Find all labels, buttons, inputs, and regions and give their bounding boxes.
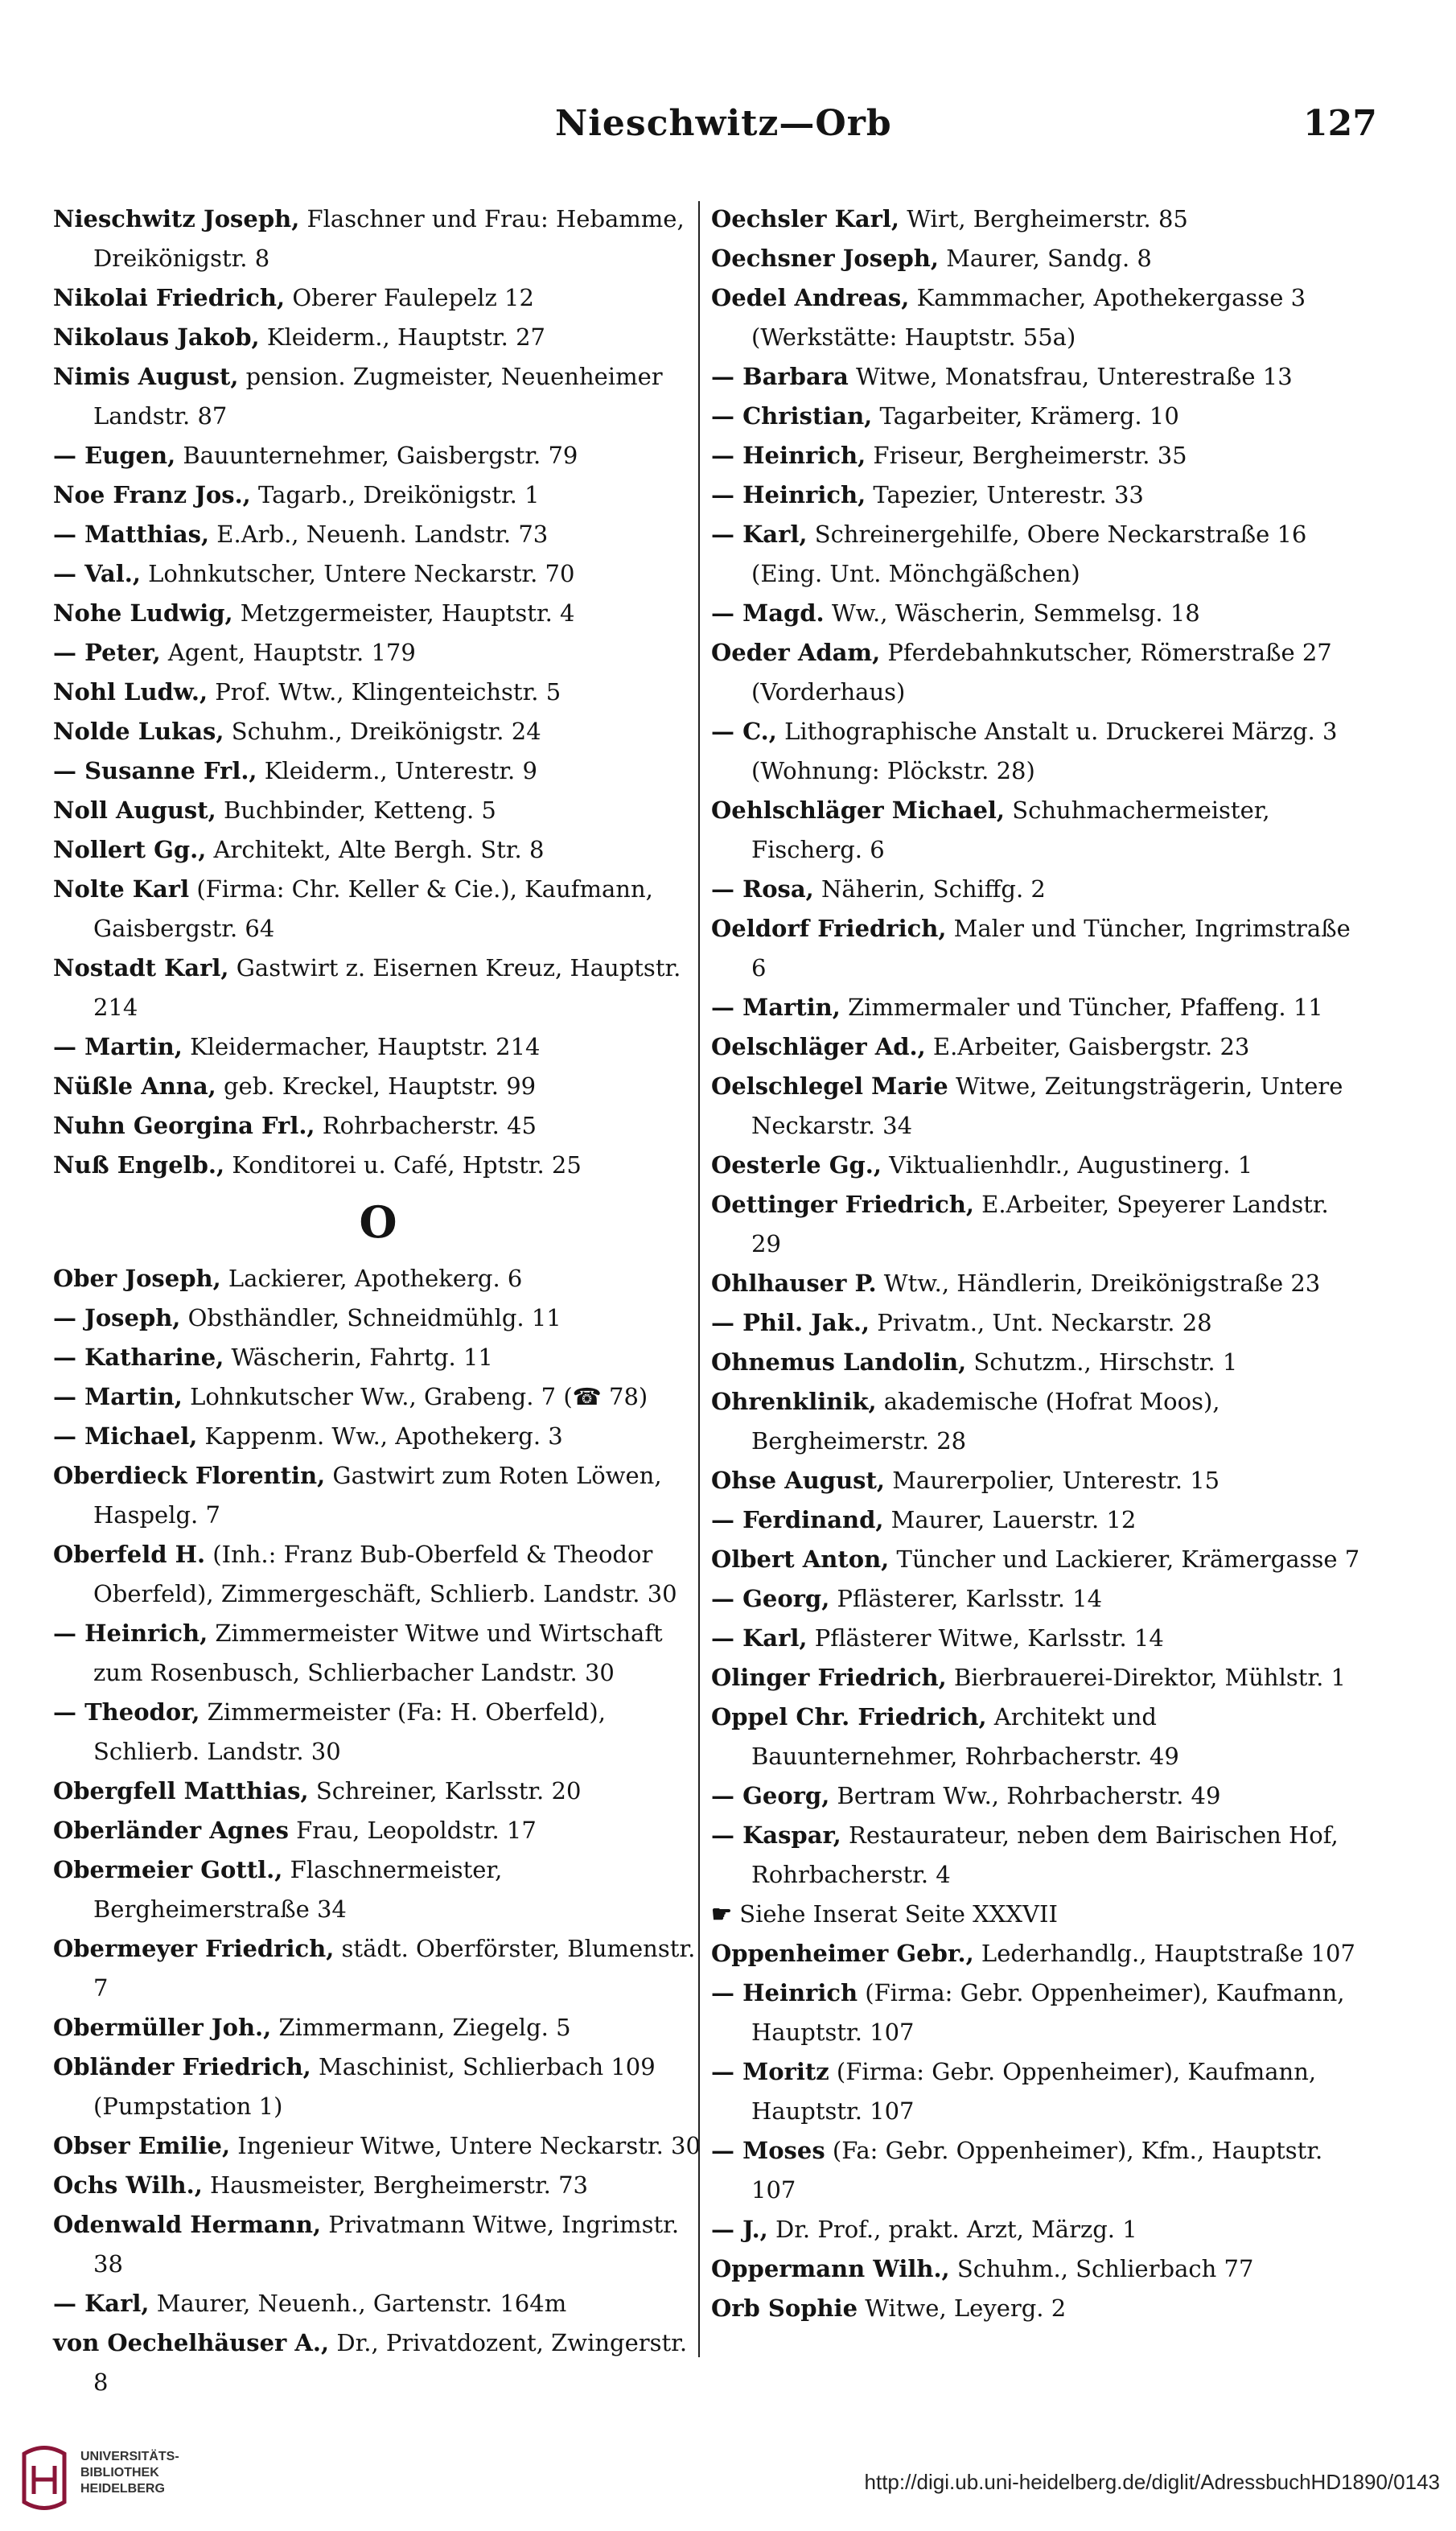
entry-name: Oberländer Agnes [53, 1817, 289, 1844]
entry-name: Oedel Andreas, [711, 284, 910, 311]
directory-entry [53, 1027, 703, 1067]
entry-details: E.Arb., Neuenh. Landstr. 73 [209, 521, 549, 548]
entry-name: Oberdieck Florentin, [53, 1462, 326, 1489]
entry-details: Bertram Ww., Rohrbacherstr. 49 [829, 1782, 1221, 1809]
directory-entry [711, 909, 1363, 988]
library-line1: UNIVERSITÄTS- [80, 2450, 179, 2463]
entry-name: Oppenheimer Gebr., [711, 1940, 974, 1967]
entry-details: Ww., Wäscherin, Semmelsg. 18 [824, 599, 1200, 627]
directory-entry [711, 2052, 1363, 2131]
entry-details: Kleiderm., Hauptstr. 27 [259, 323, 545, 351]
entry-details: Dr., Privatdozent, Zwingerstr. 8 [93, 2329, 688, 2396]
entry-name: Obermeier Gottl., [53, 1856, 283, 1883]
directory-entry [711, 436, 1363, 475]
entry-name: — Joseph, [53, 1304, 181, 1331]
directory-entry [53, 2166, 703, 2205]
entry-name: Nüßle Anna, [53, 1072, 216, 1100]
entry-details: Friseur, Bergheimerstr. 35 [866, 442, 1187, 469]
entry-name: — Matthias, [53, 521, 210, 548]
entry-details: Pflästerer, Karlsstr. 14 [829, 1585, 1103, 1612]
directory-entry [53, 1614, 703, 1693]
entry-name: Nikolaus Jakob, [53, 323, 260, 351]
directory-entry [53, 751, 703, 791]
entry-name: Nohl Ludw., [53, 678, 208, 706]
entry-name: — Georg, [711, 1585, 830, 1612]
entry-name: Noll August, [53, 796, 216, 824]
directory-entry [53, 2047, 703, 2126]
directory-entry [711, 239, 1363, 278]
entry-name: — Moses [711, 2137, 825, 2164]
entry-name: Obermeyer Friedrich, [53, 1935, 335, 1962]
entry-details: (Firma: Chr. Keller & Cie.), Kaufmann, Gaisbergstr. 64 [93, 875, 653, 942]
entry-details: Maurer, Lauerstr. 12 [883, 1506, 1137, 1533]
entry-details: Tagarbeiter, Krämerg. 10 [872, 402, 1179, 430]
directory-entry [711, 1067, 1363, 1146]
entry-details: Architekt, Alte Bergh. Str. 8 [206, 836, 545, 863]
directory-entry [53, 1106, 703, 1146]
entry-name: Nieschwitz Joseph, [53, 205, 300, 233]
directory-entry [53, 1929, 703, 2008]
entry-name: — Heinrich, [53, 1619, 208, 1647]
entry-name: — C., [711, 718, 777, 745]
directory-entry [711, 1973, 1363, 2052]
section-letter: O [359, 1196, 397, 1248]
directory-entry [711, 1382, 1363, 1461]
directory-entry [711, 1579, 1363, 1619]
directory-entry [53, 2323, 703, 2402]
entry-details: Wäscherin, Fahrtg. 11 [224, 1344, 493, 1371]
directory-entry [53, 712, 703, 751]
entry-details: Bauunternehmer, Gaisbergstr. 79 [175, 442, 578, 469]
directory-entry [711, 2131, 1363, 2210]
entry-name: Noe Franz Jos., [53, 481, 251, 508]
entry-name: Oppel Chr. Friedrich, [711, 1703, 987, 1731]
entry-details: E.Arbeiter, Speyerer Landstr. 29 [751, 1191, 1329, 1257]
source-url[interactable]: http://digi.ub.uni-heidelberg.de/diglit/AdressbuchHD1890/0143 [864, 2470, 1440, 2494]
entry-details: Obsthändler, Schneidmühlg. 11 [180, 1304, 561, 1331]
entry-name: — Martin, [711, 994, 841, 1021]
entry-details: Metzgermeister, Hauptstr. 4 [232, 599, 575, 627]
directory-entry [53, 1772, 703, 1811]
directory-entry [711, 1146, 1363, 1185]
entry-name: — Barbara [711, 363, 849, 390]
entry-details: E.Arbeiter, Gaisbergstr. 23 [925, 1033, 1250, 1060]
entry-details: Flaschnermeister, Bergheimerstraße 34 [93, 1856, 503, 1923]
entry-details: Ingenieur Witwe, Untere Neckarstr. 30 [230, 2132, 701, 2159]
entry-name: Oeder Adam, [711, 639, 881, 666]
entry-name: — Moritz [711, 2058, 829, 2085]
entry-details: Pflästerer Witwe, Karlsstr. 14 [807, 1624, 1164, 1652]
entry-details: Restaurateur, neben dem Bairischen Hof, Rohrbacherstr. 4 [751, 1821, 1339, 1888]
page-header [0, 95, 1456, 159]
entry-details: Schuhmachermeister, Fischerg. 6 [751, 796, 1270, 863]
directory-entry [53, 594, 703, 633]
entry-name: Ohnemus Landolin, [711, 1348, 967, 1376]
entry-details: (Firma: Gebr. Oppenheimer), Kaufmann, Hauptstr. 107 [751, 2058, 1317, 2125]
directory-entry [53, 475, 703, 515]
directory-entry [711, 791, 1363, 870]
entry-name: — Heinrich, [711, 481, 866, 508]
entry-details: Kleiderm., Unterestr. 9 [257, 757, 537, 784]
entry-details: Zimmermann, Ziegelg. 5 [271, 2014, 571, 2041]
entry-details: Siehe Inserat Seite XXXVII [732, 1900, 1058, 1928]
entry-name: — Martin, [53, 1033, 183, 1060]
entry-name: Oehlschläger Michael, [711, 796, 1006, 824]
entry-details: Buchbinder, Ketteng. 5 [216, 796, 496, 824]
directory-entry [711, 1776, 1363, 1816]
directory-entry [53, 1417, 703, 1456]
directory-entry [53, 554, 703, 594]
entry-name: — Michael, [53, 1422, 198, 1450]
entry-details: Zimmermaler und Tüncher, Pfaffeng. 11 [840, 994, 1323, 1021]
entry-details: Kleidermacher, Hauptstr. 214 [182, 1033, 541, 1060]
entry-details: Lederhandlg., Hauptstraße 107 [973, 1940, 1355, 1967]
entry-details: städt. Oberförster, Blumenstr. 7 [93, 1935, 696, 2002]
directory-entry [53, 949, 703, 1027]
directory-entry [711, 1264, 1363, 1303]
entry-details: Tapezier, Unterestr. 33 [866, 481, 1144, 508]
directory-entry [711, 357, 1363, 397]
directory-entry [711, 633, 1363, 712]
entry-details: geb. Kreckel, Hauptstr. 99 [216, 1072, 537, 1100]
directory-entry [711, 1185, 1363, 1264]
directory-entry [53, 830, 703, 870]
directory-entry [711, 1540, 1363, 1579]
entry-name: Nohe Ludwig, [53, 599, 233, 627]
entry-name: Odenwald Hermann, [53, 2211, 322, 2238]
entry-name: Ober Joseph, [53, 1265, 221, 1292]
entry-details: Schuhm., Dreikönigstr. 24 [224, 718, 541, 745]
entry-details: Lohnkutscher Ww., Grabeng. 7 (☎ 78) [182, 1383, 648, 1410]
entry-name: — Phil. Jak., [711, 1309, 870, 1336]
entry-details: Wtw., Händlerin, Dreikönigstraße 23 [876, 1270, 1321, 1297]
entry-details: Privatm., Unt. Neckarstr. 28 [870, 1309, 1212, 1336]
directory-entry [53, 791, 703, 830]
entry-details: Witwe, Monatsfrau, Unterestraße 13 [848, 363, 1293, 390]
entry-name: Nostadt Karl, [53, 954, 229, 982]
entry-name: Nollert Gg., [53, 836, 207, 863]
entry-name: Oelschlegel Marie [711, 1072, 948, 1100]
directory-entry [53, 2205, 703, 2284]
entry-details: Konditorei u. Café, Hptstr. 25 [224, 1151, 582, 1179]
entry-name: Orb Sophie [711, 2294, 858, 2322]
entry-details: Rohrbacherstr. 45 [315, 1112, 537, 1139]
directory-entry [53, 2126, 703, 2166]
entry-name: Obergfell Matthias, [53, 1777, 309, 1805]
entry-name: Ohlhauser P. [711, 1270, 877, 1297]
entry-name: Oesterle Gg., [711, 1151, 882, 1179]
entry-name: Obser Emilie, [53, 2132, 231, 2159]
entry-details: Schutzm., Hirschstr. 1 [966, 1348, 1238, 1376]
entry-details: Maler und Tüncher, Ingrimstraße 6 [751, 915, 1351, 982]
directory-entry [53, 1298, 703, 1338]
directory-entry [53, 870, 703, 949]
directory-entry [711, 1895, 1363, 1934]
directory-entry [711, 988, 1363, 1027]
entry-name: — Martin, [53, 1383, 183, 1410]
entry-name: Nolde Lukas, [53, 718, 224, 745]
library-line2: BIBLIOTHEK [80, 2466, 159, 2480]
library-name [80, 2449, 179, 2497]
entry-name: Oettinger Friedrich, [711, 1191, 974, 1218]
directory-entry [53, 1811, 703, 1850]
directory-entry [711, 594, 1363, 633]
entry-name: Olbert Anton, [711, 1545, 890, 1573]
directory-entry [711, 278, 1363, 357]
directory-entry [53, 436, 703, 475]
directory-entry [711, 1461, 1363, 1500]
entry-details: Witwe, Zeitungsträgerin, Untere Neckarstr. 34 [751, 1072, 1343, 1139]
entry-details: Dr. Prof., prakt. Arzt, Märzg. 1 [767, 2216, 1137, 2243]
entry-details: Maurerpolier, Unterestr. 15 [885, 1467, 1220, 1494]
entry-details: Bierbrauerei-Direktor, Mühlstr. 1 [946, 1664, 1346, 1691]
directory-entry [53, 1338, 703, 1377]
directory-entry [53, 633, 703, 673]
entry-name: — Karl, [53, 2290, 150, 2317]
library-logo-icon [16, 2438, 72, 2518]
entry-details: Privatmann Witwe, Ingrimstr. 38 [93, 2211, 680, 2278]
entry-details: Witwe, Leyerg. 2 [858, 2294, 1067, 2322]
entry-details: (Inh.: Franz Bub-Oberfeld & Theodor Oberfeld), Zimmergeschäft, Schlierb. Landstr. 30 [93, 1541, 677, 1607]
entry-name: — Ferdinand, [711, 1506, 884, 1533]
entry-details: pension. Zugmeister, Neuenheimer Landstr. 87 [93, 363, 663, 430]
entry-name: — Katharine, [53, 1344, 224, 1371]
entry-name: — Heinrich, [711, 442, 866, 469]
directory-entry [711, 712, 1363, 791]
entry-details: Prof. Wtw., Klingenteichstr. 5 [208, 678, 561, 706]
directory-entry [711, 1027, 1363, 1067]
entry-name: — Rosa, [711, 875, 814, 903]
entry-name: — Kaspar, [711, 1821, 841, 1849]
entry-details: Zimmermeister (Fa: H. Oberfeld), Schlierb. Landstr. 30 [93, 1698, 606, 1765]
entry-name: — Karl, [711, 521, 808, 548]
directory-entry [711, 2289, 1363, 2328]
directory-entry [53, 1693, 703, 1772]
entry-name: Olinger Friedrich, [711, 1664, 947, 1691]
entry-name: Nimis August, [53, 363, 239, 390]
entry-name: — Susanne Frl., [53, 757, 257, 784]
directory-entry [53, 278, 703, 318]
entry-name: — Theodor, [53, 1698, 200, 1726]
entry-name: Oechsler Karl, [711, 205, 900, 233]
entry-details: Oberer Faulepelz 12 [285, 284, 534, 311]
entry-name: — Georg, [711, 1782, 830, 1809]
entry-name: — Karl, [711, 1624, 808, 1652]
entry-name: Oeldorf Friedrich, [711, 915, 947, 942]
entry-name: — Magd. [711, 599, 825, 627]
entry-name: — Val., [53, 560, 141, 587]
entry-name: — Heinrich [711, 1979, 858, 2006]
entry-details: Lithographische Anstalt u. Druckerei Märzg. 3 (Wohnung: Plöckstr. 28) [751, 718, 1338, 784]
directory-entry [711, 1658, 1363, 1698]
entry-details: Lackierer, Apothekerg. 6 [220, 1265, 523, 1292]
directory-entry [711, 1343, 1363, 1382]
entry-name: Ohrenklinik, [711, 1388, 877, 1415]
entry-name: Ochs Wilh., [53, 2171, 203, 2199]
entry-details: Gastwirt z. Eisernen Kreuz, Hauptstr. 214 [93, 954, 681, 1021]
running-title: Nieschwitz—Orb [555, 103, 892, 144]
directory-entry [53, 1259, 703, 1298]
entry-name: Obermüller Joh., [53, 2014, 272, 2041]
directory-entry [53, 515, 703, 554]
entry-name: von Oechelhäuser A., [53, 2329, 330, 2356]
directory-entry [711, 2249, 1363, 2289]
entry-details: Agent, Hauptstr. 179 [160, 639, 416, 666]
page-number: 127 [1303, 103, 1377, 144]
entry-name: Oberfeld H. [53, 1541, 206, 1568]
entry-details: (Fa: Gebr. Oppenheimer), Kfm., Hauptstr. 107 [751, 2137, 1323, 2204]
directory-entry [711, 515, 1363, 594]
entry-name: Oppermann Wilh., [711, 2255, 950, 2282]
entry-details: Pferdebahnkutscher, Römerstraße 27 (Vorderhaus) [751, 639, 1332, 706]
entry-details: Maurer, Sandg. 8 [939, 245, 1152, 272]
directory-entry [711, 1619, 1363, 1658]
entry-name: Nuß Engelb., [53, 1151, 225, 1179]
directory-entry [53, 2284, 703, 2323]
entry-details: Tagarb., Dreikönigstr. 1 [250, 481, 540, 508]
entry-name: — J., [711, 2216, 768, 2243]
directory-entry [711, 397, 1363, 436]
directory-entry [53, 1377, 703, 1417]
directory-entry [711, 1698, 1363, 1776]
directory-entry [53, 673, 703, 712]
entry-name: Ohse August, [711, 1467, 885, 1494]
directory-entry [711, 475, 1363, 515]
directory-entry [53, 200, 703, 278]
entry-name: — Peter, [53, 639, 161, 666]
directory-entry [711, 870, 1363, 909]
directory-entry [53, 1456, 703, 1535]
entry-details: Näherin, Schiffg. 2 [813, 875, 1046, 903]
directory-entry [53, 1535, 703, 1614]
entry-details: Zimmermeister Witwe und Wirtschaft zum Rosenbusch, Schlierbacher Landstr. 30 [93, 1619, 663, 1686]
entry-details: Frau, Leopoldstr. 17 [288, 1817, 537, 1844]
entry-details: Maschinist, Schlierbach 109 (Pumpstation 1) [93, 2053, 656, 2120]
entry-name: — Christian, [711, 402, 873, 430]
entry-details: Gastwirt zum Roten Löwen, Haspelg. 7 [93, 1462, 662, 1529]
entry-name: Nikolai Friedrich, [53, 284, 286, 311]
entry-details: Tüncher und Lackierer, Krämergasse 7 [889, 1545, 1360, 1573]
entry-details: Kammmacher, Apothekergasse 3 (Werkstätte: Hauptstr. 55a) [751, 284, 1306, 351]
directory-entry [711, 1303, 1363, 1343]
entry-details: Viktualienhdlr., Augustinerg. 1 [881, 1151, 1253, 1179]
entry-details: Hausmeister, Bergheimerstr. 73 [202, 2171, 588, 2199]
entry-details: akademische (Hofrat Moos), Bergheimerstr. 28 [751, 1388, 1220, 1455]
entry-details: Schreiner, Karlsstr. 20 [308, 1777, 582, 1805]
entry-name: Oechsner Joseph, [711, 245, 939, 272]
entry-name: ☛ [711, 1900, 732, 1928]
directory-entry [53, 318, 703, 357]
directory-entry [53, 357, 703, 436]
right-column [711, 200, 1363, 2328]
directory-entry [711, 1816, 1363, 1895]
directory-entry [53, 2008, 703, 2047]
entry-details: Kappenm. Ww., Apothekerg. 3 [197, 1422, 563, 1450]
entry-details: Maurer, Neuenh., Gartenstr. 164m [149, 2290, 567, 2317]
entry-details: Wirt, Bergheimerstr. 85 [899, 205, 1188, 233]
entry-details: Schreinergehilfe, Obere Neckarstraße 16 (Eing. Unt. Mönchgäßchen) [751, 521, 1307, 587]
directory-entry [711, 1500, 1363, 1540]
entry-name: Oelschläger Ad., [711, 1033, 926, 1060]
entry-name: Nolte Karl [53, 875, 190, 903]
entry-details: Architekt und Bauunternehmer, Rohrbacherstr. 49 [751, 1703, 1179, 1770]
footer [0, 2422, 1456, 2531]
entry-name: — Eugen, [53, 442, 176, 469]
directory-entry [711, 1934, 1363, 1973]
entry-details: Flaschner und Frau: Hebamme, Dreikönigstr. 8 [93, 205, 685, 272]
entry-details: (Firma: Gebr. Oppenheimer), Kaufmann, Hauptstr. 107 [751, 1979, 1345, 2046]
entry-details: Schuhm., Schlierbach 77 [949, 2255, 1254, 2282]
directory-entry [53, 1146, 703, 1185]
entry-details: Lohnkutscher, Untere Neckarstr. 70 [140, 560, 575, 587]
left-column [53, 200, 703, 2402]
entry-name: Obländer Friedrich, [53, 2053, 311, 2080]
directory-entry [711, 2210, 1363, 2249]
directory-entry [711, 200, 1363, 239]
directory-entry [53, 1067, 703, 1106]
entry-name: Nuhn Georgina Frl., [53, 1112, 315, 1139]
column-divider [698, 201, 700, 2357]
directory-entry [53, 1850, 703, 1929]
library-line3: HEIDELBERG [80, 2482, 165, 2496]
